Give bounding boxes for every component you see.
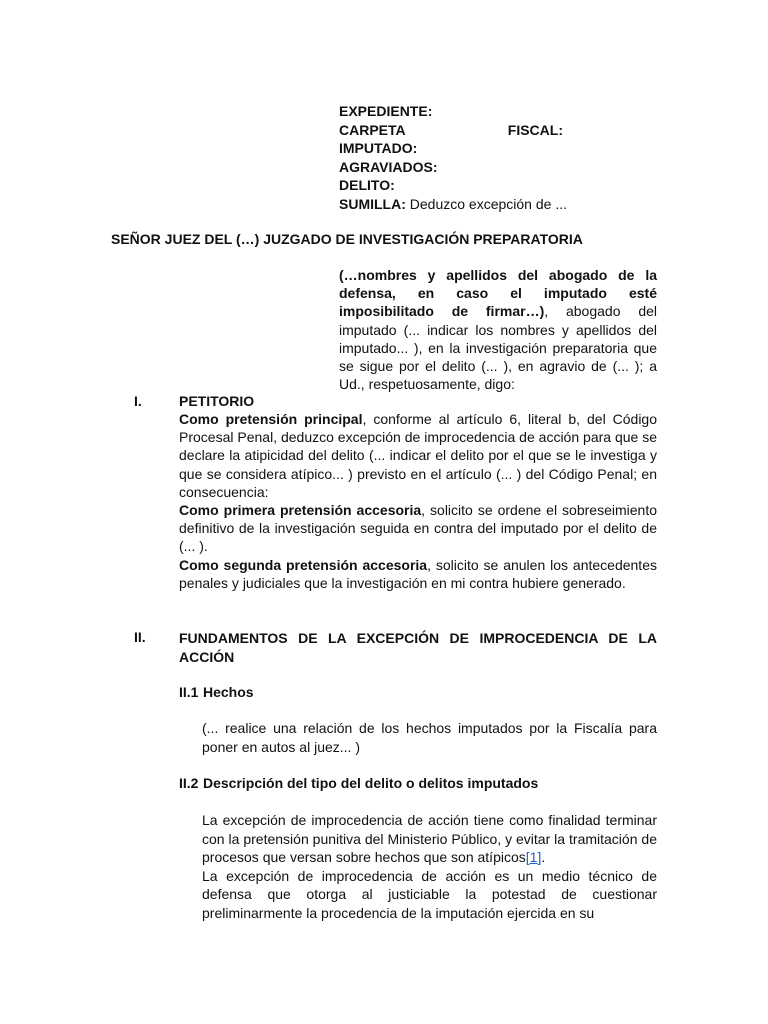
pretension-principal-text: , conforme al artículo 6, literal b, del Código Procesal Penal, deduzco excepción de improcedencia de acción para que se declare la atipicidad del delito (... indicar el delito por el que se le investiga y que se considera atípico... ) previsto en el artículo (... ) del Código Penal; en consecuencia: [179,411,657,500]
sumilla-label: SUMILLA: [339,195,406,212]
primera-accesoria-text: , solicito se ordene el sobreseimiento definitivo de la investigación seguida en contra del imputado por el delito de (... ). [179,502,657,555]
imputado-label: IMPUTADO: [339,140,418,156]
segunda-accesoria-text: , solicito se anulen los antecedentes penales y judiciales que la investigación en mi contra hubiere generado. [179,556,657,591]
subsection-heading-hechos: Hechos [203,684,254,700]
descripcion-body [202,811,657,922]
petitorio-paragraph-3 [179,556,657,592]
descripcion-p1-text: La excepción de improcedencia de acción tiene como finalidad terminar con la pretensión punitiva del Ministerio Público, y evitar la tramitación de procesos que versan sobre hechos que son atípicos [202,812,657,865]
intro-bold: (…nombres y apellidos del abogado de la defensa, en caso el imputado esté imposibilitado de firmar…) [339,267,657,320]
agraviados-label: AGRAVIADOS: [339,158,438,175]
subsection-heading-descripcion: Descripción del tipo del delito o delitos imputados [203,775,539,791]
petitorio-body [179,410,657,592]
primera-accesoria-label: Como primera pretensión accesoria [179,502,422,519]
descripcion-p1-end: . [541,849,546,865]
document-title: SEÑOR JUEZ DEL (…) JUZGADO DE INVESTIGACIÓN PREPARATORIA [111,231,583,247]
petitorio-paragraph-1 [179,410,657,501]
footnote-link-1[interactable]: [1] [525,849,542,865]
expediente-label: EXPEDIENTE: [339,103,433,119]
subsection-number-2-2: II.2 [179,775,199,791]
delito-label: DELITO: [339,177,395,193]
carpeta-fiscal-row [339,121,563,140]
petitorio-paragraph-2 [179,501,657,556]
intro-paragraph [339,266,657,393]
pretension-principal-label: Como pretensión principal [179,411,363,427]
section-number-1: I. [134,393,142,409]
descripcion-paragraph-1 [202,811,657,867]
section-number-2: II. [134,629,146,645]
intro-rest: , abogado del imputado (... indicar los nombres y apellidos del imputado... ), en la investigación preparatoria que se sigue por el delito (... ), en agravio de (... ); a Ud., respetuosamente, digo: [339,303,657,393]
sumilla-text: Deduzco excepción de ... [409,195,567,212]
case-header [339,102,569,213]
section-heading-petitorio: PETITORIO [179,393,255,409]
section-heading-fundamentos: FUNDAMENTOS DE LA EXCEPCIÓN DE IMPROCEDENCIA DE LA ACCIÓN [179,630,657,665]
sumilla-row [339,195,569,214]
segunda-accesoria-label: Como segunda pretensión accesoria [179,556,428,573]
descripcion-paragraph-2: La excepción de improcedencia de acción es un medio técnico de defensa que otorga al justiciable la potestad de cuestionar preliminarmente la procedencia de la imputación ejercida en su [202,867,657,921]
hechos-paragraph: (... realice una relación de los hechos imputados por la Fiscalía para poner en autos al juez... ) [202,720,657,755]
fiscal-label: FISCAL: [507,121,563,138]
subsection-number-2-1: II.1 [179,684,199,700]
carpeta-label: CARPETA [339,121,406,138]
